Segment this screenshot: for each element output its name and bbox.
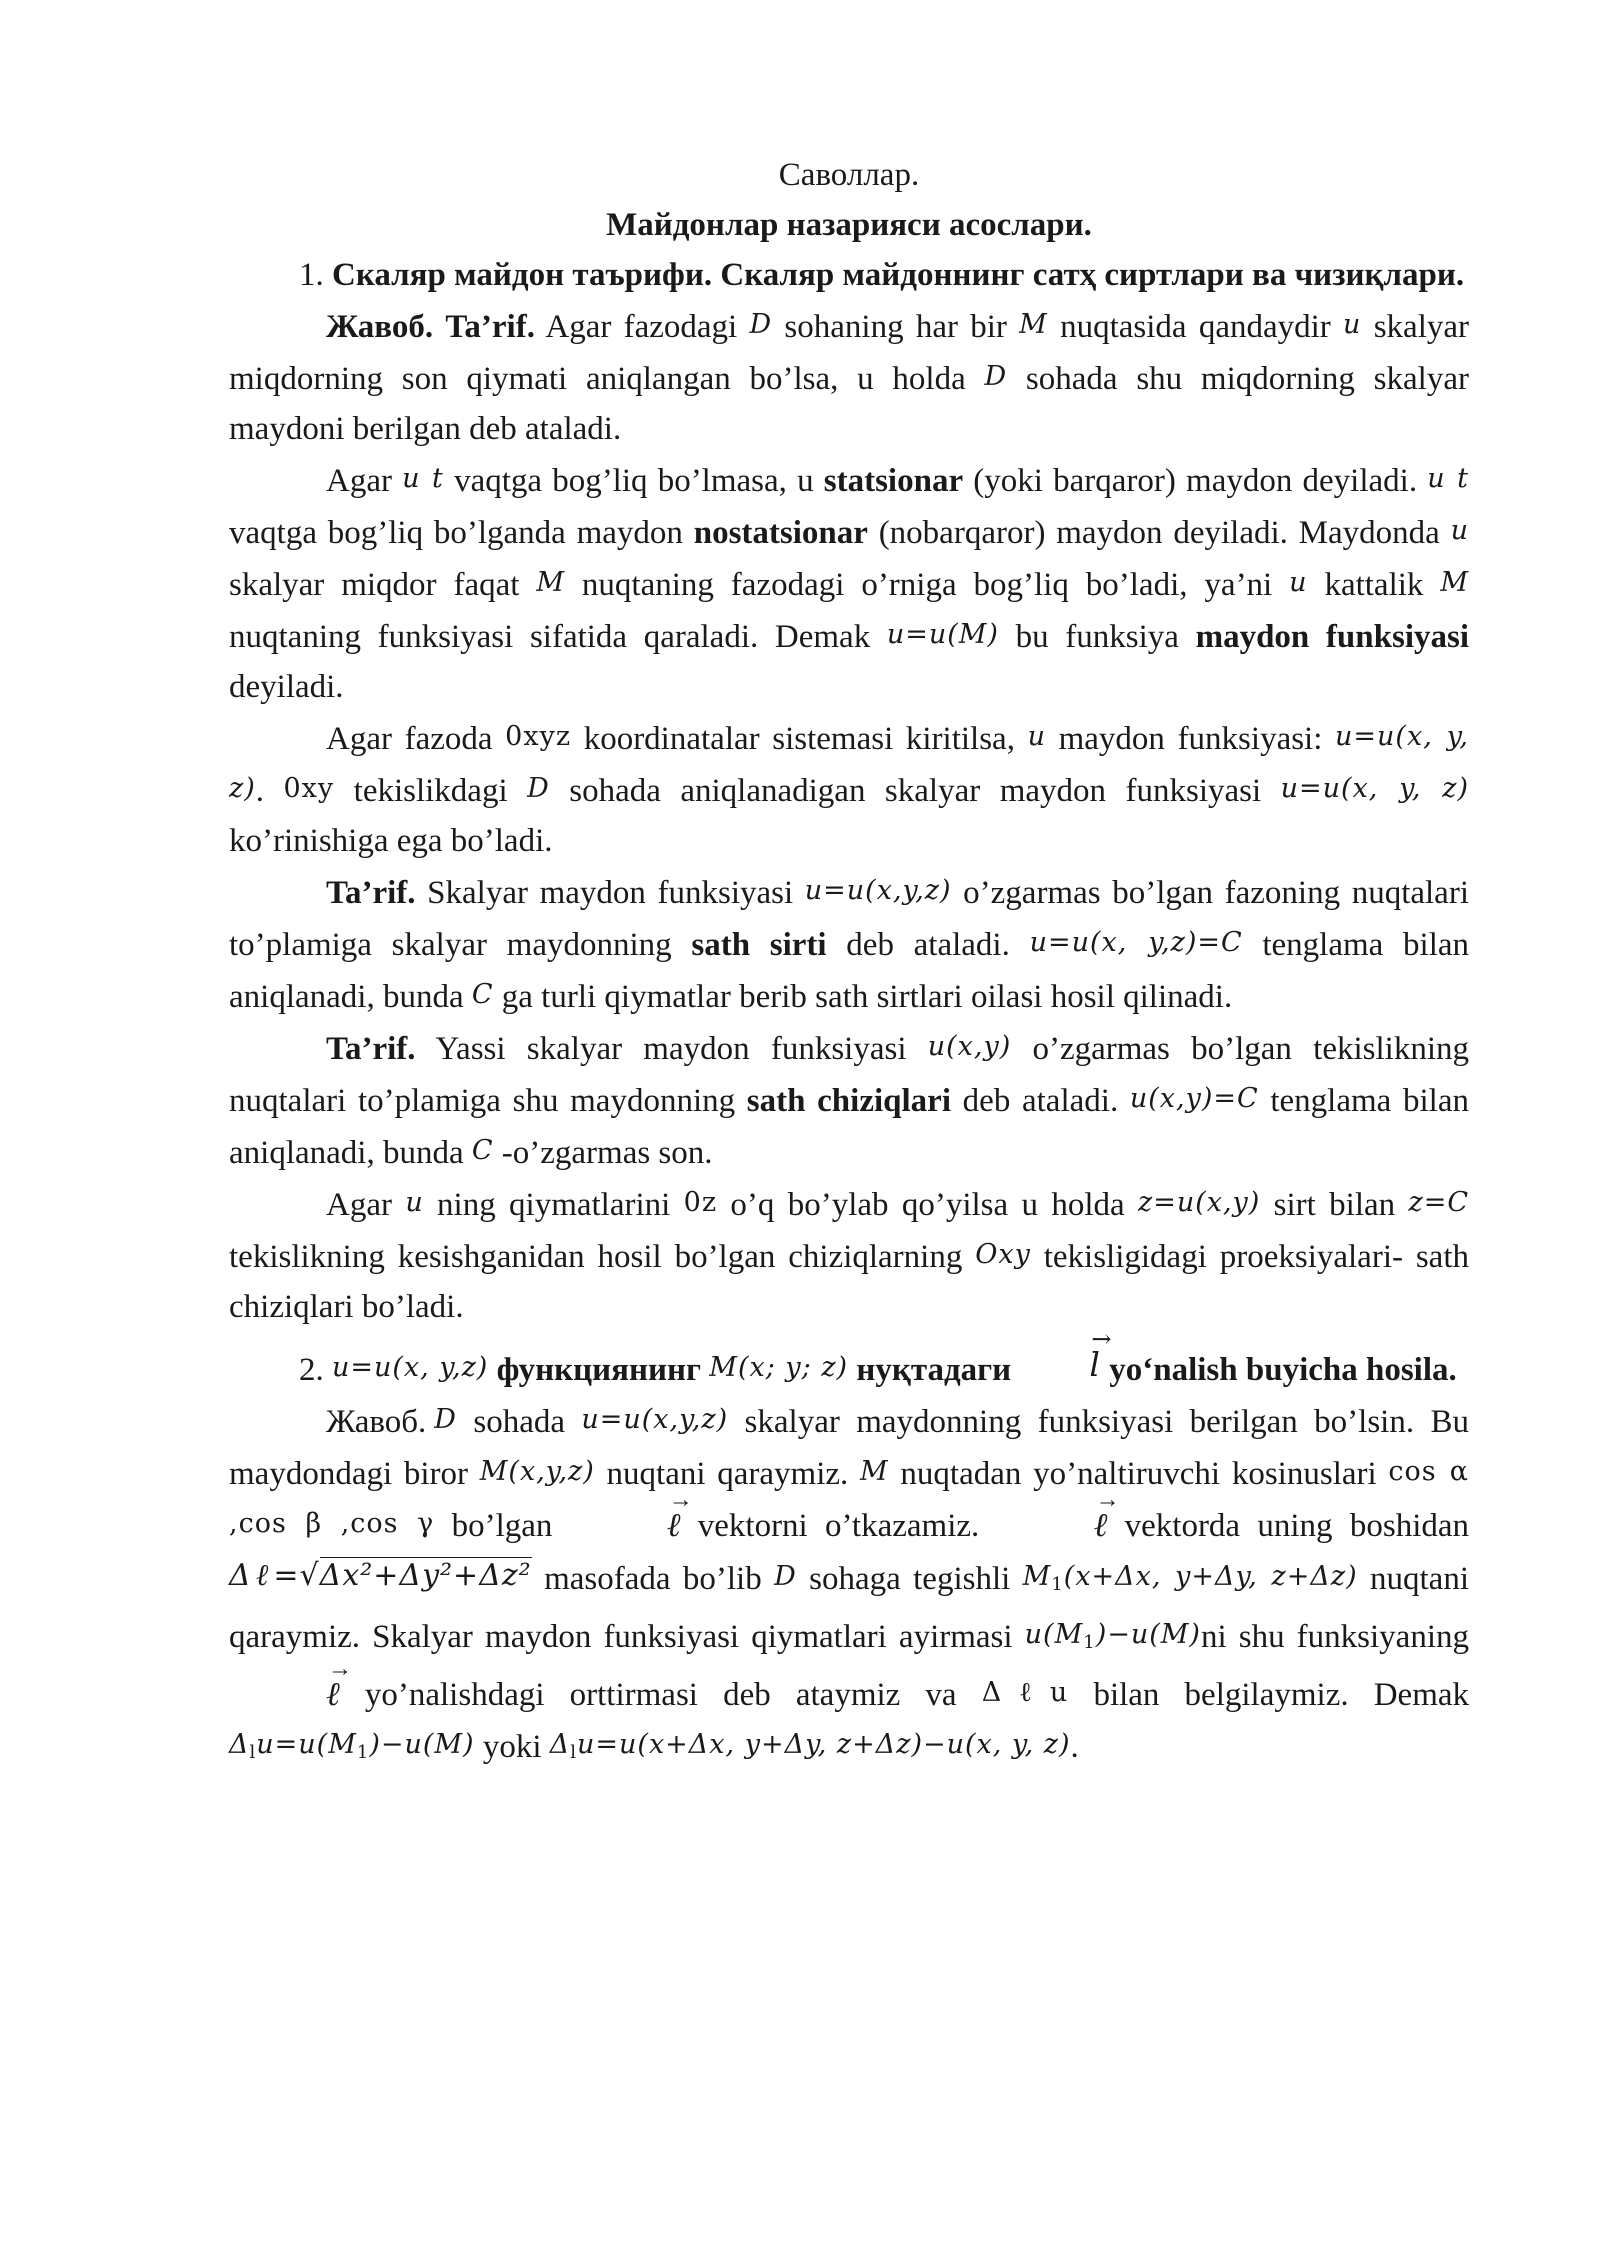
paragraph-stationary: Agar u t vaqtga bog’liq bo’lmasa, u statsionar (yoki barqaror) maydon deyiladi. u t vaqtga bog’liq bo’lganda maydon nostatsionar (nobarqaror) maydon deyiladi. Maydonda u skalyar miqdor faqat M nuqtaning fazodagi o’rniga bog’liq bo’ladi, ya’ni u kattalik M nuqtaning funksiyasi sifatida qaraladi. Demak u=u(M) bu funksiya maydon funksiyasi deyiladi.: [229, 463, 1469, 705]
vector-ell-symbol: → ℓ: [229, 1670, 340, 1720]
paragraph-definition-scalar-field: Жавоб. Ta’rif. Agar fazodagi D sohaning har bir M nuqtasida qandaydir u skalyar miqdorning son qiymati aniqlangan bo’lsa, u holda D sohada shu miqdorning skalyar maydoni berilgan deb ataladi.: [229, 309, 1469, 447]
vector-l-symbol: → l: [1019, 1340, 1101, 1390]
document-page: [229, 150, 1469, 1778]
paragraph-projections: Agar u ning qiymatlarini 0z o’q bo’ylab qo’yilsa u holda z=u(x,y) sirt bilan z=C tekislikning kesishganidan hosil bo’lgan chiziqlarning Oxy tekisligidagi proeksiyalari- sath chiziqlari bo’ladi.: [229, 1187, 1470, 1325]
question-1: 1. Скаляр майдон таърифи. Скаляр майдоннинг сатҳ сиртлари ва чизиқлари.: [299, 257, 1465, 293]
paragraph-level-surface: Ta’rif. Skalyar maydon funksiyasi u=u(x,y,z) o’zgarmas bo’lgan fazoning nuqtalari to’plamiga skalyar maydonning sath sirti deb ataladi. u=u(x, y,z)=C tenglama bilan aniqlanadi, bunda C ga turli qiymatlar berib sath sirtlari oilasi hosil qilinadi.: [229, 875, 1470, 1015]
paragraph-directional-derivative: Жавоб. D sohada u=u(x,y,z) skalyar maydonning funksiyasi berilgan bo’lsin. Bu maydondagi biror M(x,y,z) nuqtani qaraymiz. M nuqtadan yo’naltiruvchi kosinuslari cos α ,cos β ,cos γ bo’lgan → ℓ vektorni o’tkazamiz. → ℓ vektorda uning boshidan Δℓ=√Δx²+Δy²+Δz² masofada bo’lib D sohaga tegishli $M_1(x+\Delta x$, y+Δy, z+Δz) nuqtani qaraymiz. Skalyar maydon funksiyasi qiymatlari ayirmasi $u(M_1)-u(M)ni$ shu funksiyaning → ℓ yo’nalishdagi orttirmasi deb ataymiz va Δℓu bilan belgilaymiz. Demak $\Delta_lu=u(M_1)-u(M)$ yoki $\Delta_lu=u(x+\Delta x$, y+Δy, z+Δz)−u(x, y, z).: [229, 1395, 1469, 1778]
paragraph-level-lines: Ta’rif. Yassi skalyar maydon funksiyasi u(x,y) o’zgarmas bo’lgan tekislikning nuqtalari to’plamiga shu maydonning sath chiziqlari deb ataladi. u(x,y)=C tenglama bilan aniqlanadi, bunda C -o’zgarmas son.: [229, 1031, 1469, 1171]
vector-ell-symbol: → ℓ: [570, 1501, 681, 1551]
section-heading: Майдонлар назарияси асослари.: [606, 207, 1092, 243]
vector-ell-symbol: → ℓ: [997, 1501, 1108, 1551]
paragraph-coordinates: Agar fazoda 0xyz koordinatalar sistemasi kiritilsa, u maydon funksiyasi: u=u(x, y, z). 0xy tekislikdagi D sohada aniqlanadigan skalyar maydon funksiyasi u=u(x, y, z) ko’rinishiga ega bo’ladi.: [229, 721, 1470, 859]
document-title: Саволлар.: [778, 157, 920, 193]
question-2: 2. u=u(x, y,z) функциянинг M(x; y; z) нуқтадаги → l yo‘nalish buyicha hosila.: [229, 1340, 1469, 1395]
